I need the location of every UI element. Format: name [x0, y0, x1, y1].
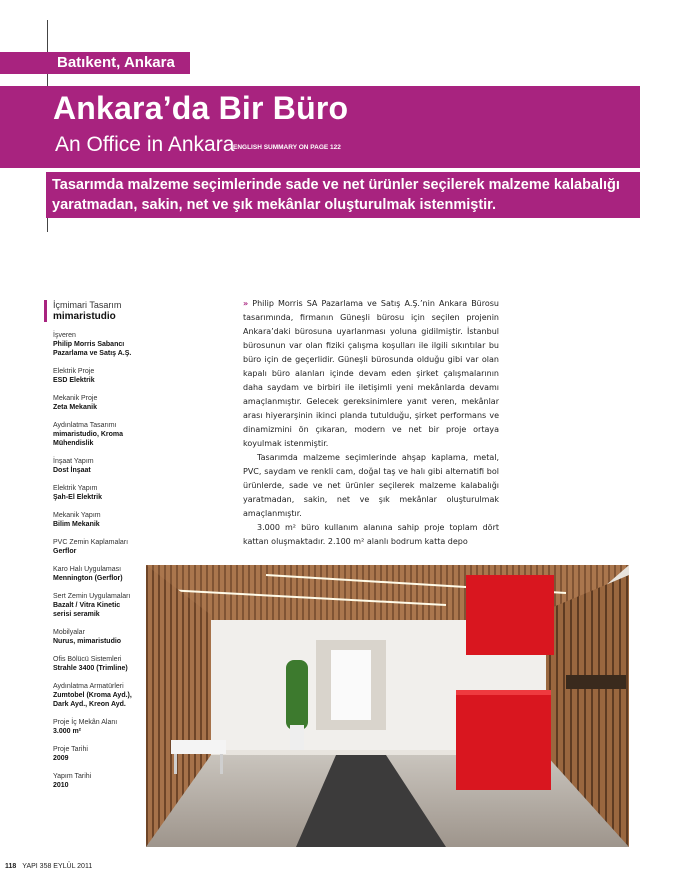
page-title: Ankara’da Bir Büro [53, 90, 349, 126]
quote-mark-icon: » [243, 299, 249, 308]
credit-name: Şah-El Elektrik [53, 494, 103, 501]
rule-bottom [47, 218, 48, 232]
credit-name: ESD Elektrik [53, 377, 95, 384]
credit-role: Mekanik Yapım [53, 512, 101, 519]
credit-item [53, 457, 140, 475]
title-banner [0, 86, 640, 168]
credit-item [53, 682, 140, 709]
credit-name: Bilim Mekanik [53, 521, 100, 528]
credit-role: Mekanik Proje [53, 395, 98, 402]
credit-item [53, 511, 140, 529]
credit-item [53, 745, 140, 763]
credit-role: PVC Zemin Kaplamaları [53, 539, 129, 546]
credit-name: mimaristudio [53, 311, 116, 322]
credit-role: Aydınlatma Armatürleri [53, 683, 124, 690]
credit-item [53, 300, 140, 322]
body-paragraph [243, 297, 499, 451]
credit-role: Mobilyalar [53, 629, 85, 636]
credit-role: Aydınlatma Tasarımı [53, 422, 117, 429]
credit-role: İşveren [53, 332, 76, 339]
credit-item [53, 421, 140, 448]
sidebar-accent-bar [44, 300, 47, 322]
page-footer [5, 863, 92, 870]
page-number: 118 [5, 863, 17, 870]
credit-role: İçmimari Tasarım [53, 300, 122, 310]
deck-banner [46, 172, 640, 218]
credit-name: Philip Morris Sabancı Pazarlama ve Satış A.Ş. [53, 341, 132, 357]
credit-item [53, 484, 140, 502]
credit-role: Sert Zemin Uygulamaları [53, 593, 131, 600]
credit-item [53, 538, 140, 556]
credit-role: Proje Tarihi [53, 746, 88, 753]
credit-role: Ofis Bölücü Sistemleri [53, 656, 122, 663]
location-label: Batıkent, Ankara [57, 54, 175, 71]
credit-item [53, 628, 140, 646]
credit-item [53, 655, 140, 673]
location-banner [0, 52, 190, 74]
deck-text: Tasarımda malzeme seçimlerinde sade ve net ürünler seçilerek malzeme kalabalığı yaratmadan, sakin, net ve şık mekânlar oluşturulmak istenmiştir. [52, 177, 620, 213]
page-subtitle: An Office in Ankara [55, 133, 235, 156]
credit-name: Strahle 3400 (Trimline) [53, 665, 128, 672]
credit-name: Mennington (Gerflor) [53, 575, 123, 582]
credit-role: Yapım Tarihi [53, 773, 92, 780]
magazine-issue: YAPI 358 EYLÜL 2011 [22, 863, 93, 870]
credit-name: 2009 [53, 755, 69, 762]
credits-sidebar [53, 300, 140, 799]
credit-name: Dost İnşaat [53, 467, 91, 474]
credit-name: Zeta Mekanik [53, 404, 97, 411]
body-paragraph: Tasarımda malzeme seçimlerinde ahşap kaplama, metal, PVC, saydam ve renkli cam, doğal taş ve halı gibi alternatifi bol ürünlerde, sade ve net ürünler seçilerek malzeme kalabalığı yaratmadan, sakin, net ve şık mekânlar oluşturulmak amaçlanmıştır. [243, 453, 499, 518]
body-paragraph: 3.000 m² büro kullanım alanına sahip proje toplam dört kattan oluşmaktadır. 2.100 m² alanlı bodrum katta depo [243, 523, 499, 546]
rule-mid [47, 74, 48, 86]
credit-item [53, 718, 140, 736]
credit-name: 2010 [53, 782, 69, 789]
credit-item [53, 394, 140, 412]
credit-name: Bazalt / Vitra Kinetic serisi seramik [53, 602, 121, 618]
article-body [243, 297, 499, 549]
credit-role: Proje İç Mekân Alanı [53, 719, 118, 726]
body-paragraph-text: Philip Morris SA Pazarlama ve Satış A.Ş.’nin Ankara Bürosu tasarımında, firmanın Güneşli bürosu için seçilen projenin Ankara’daki bürosuna uyarlanması yoluna gidilmiştir. İstanbul bürosunun var olan fiziki çalışma koşulları ile ilgili sıkıntılar bu büro için de geçerlidir. Güneşli bürosunda olduğu gibi var olan kapalı büro alanları içinde devam eden şirket çalışmalarının daha saydam ve birbiri ile iletişimli yeni mekânlarda devamı amaçlanmıştır. Gelecek gereksinimlere yanıt veren, mekânlar arası hiyerarşinin ikinci planda tutulduğu, şirket performans ve dinamizmini ön çıkaran, modern ve net bir proje ortaya koyulmak istenmiştir. [243, 299, 499, 448]
credit-role: Karo Halı Uygulaması [53, 566, 122, 573]
credit-item [53, 331, 140, 358]
summary-note: ENGLISH SUMMARY ON PAGE 122 [233, 144, 341, 151]
credit-role: İnşaat Yapım [53, 458, 94, 465]
credit-name: Zumtobel (Kroma Ayd.), Dark Ayd., Kreon Ayd. [53, 692, 132, 708]
credit-name: 3.000 m² [53, 728, 82, 735]
credit-item [53, 592, 140, 619]
credit-name: mimaristudio, Kroma Mühendislik [53, 431, 124, 447]
credit-item [53, 565, 140, 583]
credit-role: Elektrik Yapım [53, 485, 98, 492]
office-photo [146, 565, 629, 847]
credit-item [53, 772, 140, 790]
rule-top [47, 20, 48, 52]
credit-name: Nurus, mimaristudio [53, 638, 122, 645]
credit-role: Elektrik Proje [53, 368, 95, 375]
credit-item [53, 367, 140, 385]
credit-name: Gerflor [53, 548, 77, 555]
